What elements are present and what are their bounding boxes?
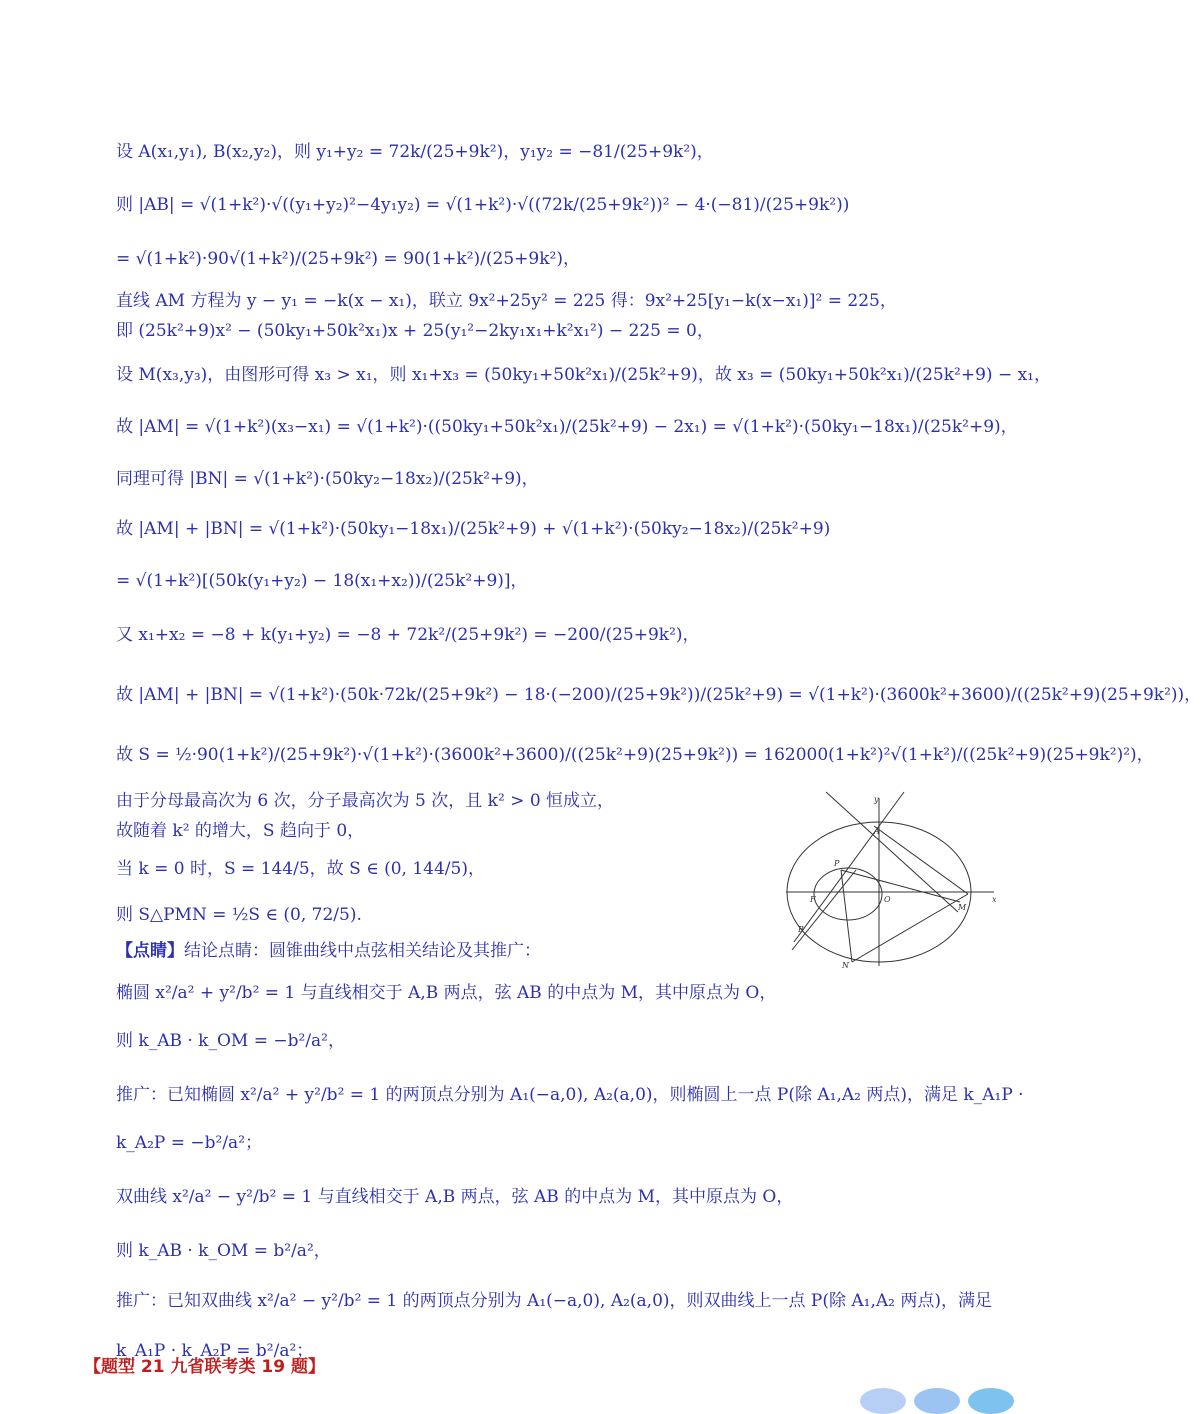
label-a: A [874, 827, 880, 836]
solution-line-13: 故 S = ½·90(1+k²)/(25+9k²)·√(1+k²)·(3600k²+3600)/((25k²+9)(25+9k²)) = 162000(1+k²)²√(1+k²)/((25k²+9)(25+9k²)²)， [116, 745, 1154, 765]
line-bp [792, 870, 856, 950]
solution-line-6: 设 M(x₃,y₃)，由图形可得 x₃ > x₁，则 x₁+x₃ = (50ky₁+50k²x₁)/(25k²+9)，故 x₃ = (50ky₁+50k²x₁)/(25k²+9) − x₁， [116, 365, 1051, 385]
line-nm [852, 894, 968, 962]
solution-line-14: 由于分母最高次为 6 次，分子最高次为 5 次，且 k² > 0 恒成立， [116, 791, 615, 811]
label-y: y [874, 795, 879, 804]
circle-curve [814, 868, 882, 920]
solution-line-1: 设 A(x₁,y₁), B(x₂,y₂)，则 y₁+y₂ = 72k/(25+9k²)，y₁y₂ = −81/(25+9k²)， [116, 142, 714, 162]
solution-line-7: 故 |AM| = √(1+k²)(x₃−x₁) = √(1+k²)·((50ky₁+50k²x₁)/(25k²+9) − 2x₁) = √(1+k²)·(50ky₁−18x₁)/(25k²+9)， [116, 417, 1018, 437]
label-p: P [834, 859, 840, 868]
solution-line-16: 当 k = 0 时，S = 144/5，故 S ∈ (0, 144/5)， [116, 859, 485, 879]
solution-line-8: 同理可得 |BN| = √(1+k²)·(50ky₂−18x₂)/(25k²+9)， [116, 469, 539, 489]
solution-line-10: = √(1+k²)[(50k(y₁+y₂) − 18(x₁+x₂))/(25k²+9)]， [116, 571, 528, 591]
tip-line-6: 则 k_AB · k_OM = b²/a²， [116, 1241, 331, 1261]
solution-line-3: = √(1+k²)·90√(1+k²)/(25+9k²) = 90(1+k²)/(25+9k²)， [116, 249, 580, 269]
tip-line-3: 推广：已知椭圆 x²/a² + y²/b² = 1 的两顶点分别为 A₁(−a,0), A₂(a,0)，则椭圆上一点 P(除 A₁,A₂ 两点)，满足 k_A₁P · [116, 1085, 1024, 1105]
label-o: O [884, 895, 891, 904]
label-f: F [810, 895, 816, 904]
dot-1 [860, 1388, 906, 1414]
solution-line-2: 则 |AB| = √(1+k²)·√((y₁+y₂)²−4y₁y₂) = √(1+k²)·√((72k/(25+9k²))² − 4·(−81)/(25+9k²)) [116, 195, 850, 215]
tip-line-5: 双曲线 x²/a² − y²/b² = 1 与直线相交于 A,B 两点，弦 AB 的中点为 M，其中原点为 O， [116, 1187, 794, 1207]
solution-line-17: 则 S△PMN = ½S ∈ (0, 72/5). [116, 905, 362, 925]
tip-line-2: 则 k_AB · k_OM = −b²/a²， [116, 1031, 346, 1051]
label-n: N [842, 961, 849, 970]
tip-line-4: k_A₂P = −b²/a²； [116, 1133, 263, 1153]
dot-2 [914, 1388, 960, 1414]
line-pn [841, 870, 852, 962]
ellipse-figure [782, 790, 1002, 970]
label-b: B [798, 925, 804, 934]
decorative-dots [860, 1388, 1014, 1401]
solution-line-4: 直线 AM 方程为 y − y₁ = −k(x − x₁)，联立 9x²+25y² = 225 得：9x²+25[y₁−k(x−x₁)]² = 225， [116, 291, 897, 311]
solution-line-11: 又 x₁+x₂ = −8 + k(y₁+y₂) = −8 + 72k²/(25+9k²) = −200/(25+9k²)， [116, 625, 700, 645]
tip-line-1: 椭圆 x²/a² + y²/b² = 1 与直线相交于 A,B 两点，弦 AB 的中点为 M，其中原点为 O， [116, 983, 777, 1003]
line-am [874, 826, 968, 894]
tip-heading [116, 940, 541, 962]
solution-line-9: 故 |AM| + |BN| = √(1+k²)·(50ky₁−18x₁)/(25k²+9) + √(1+k²)·(50ky₂−18x₂)/(25k²+9) [116, 519, 831, 539]
solution-line-12: 故 |AM| + |BN| = √(1+k²)·(50k·72k/(25+9k²) − 18·(−200)/(25+9k²))/(25k²+9) = √(1+k²)·(3600k²+3600)/((25k²+9)(25+9k²))， [116, 685, 1201, 705]
line-a [826, 792, 958, 912]
solution-line-5: 即 (25k²+9)x² − (50ky₁+50k²x₁)x + 25(y₁²−2ky₁x₁+k²x₁²) − 225 = 0， [116, 321, 714, 341]
section-title: 【题型 21 九省联考类 19 题】 [84, 1357, 325, 1377]
tip-line-8: k_A₁P · k_A₂P = b²/a²； [116, 1341, 314, 1361]
tip-intro: 结论点睛：圆锥曲线中点弦相关结论及其推广： [184, 941, 541, 961]
label-x: x [992, 895, 997, 904]
dot-3 [968, 1388, 1014, 1414]
label-m: M [958, 903, 967, 912]
tip-label: 【点睛】 [116, 941, 184, 961]
solution-line-15: 故随着 k² 的增大，S 趋向于 0， [116, 821, 365, 841]
tip-line-7: 推广：已知双曲线 x²/a² − y²/b² = 1 的两顶点分别为 A₁(−a,0), A₂(a,0)，则双曲线上一点 P(除 A₁,A₂ 两点)，满足 [116, 1291, 993, 1311]
